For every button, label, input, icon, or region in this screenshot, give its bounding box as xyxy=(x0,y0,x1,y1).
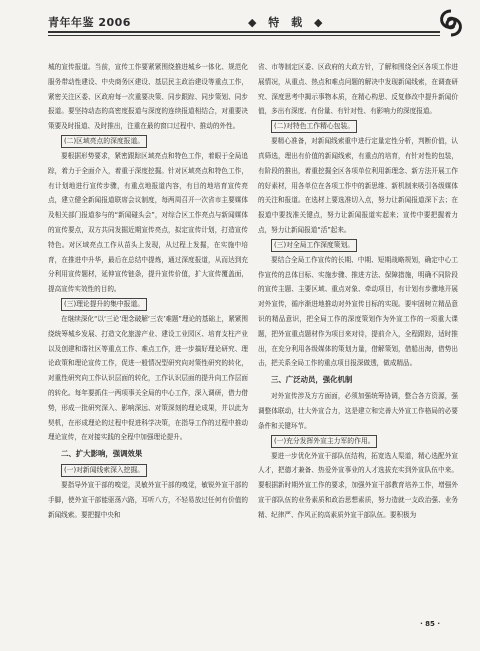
left-column xyxy=(48,60,248,523)
section-heading: 三、广泛动员，强化机制 xyxy=(271,375,353,385)
paragraph: 要精心准备，对新闻线索重中进行定量定性分析，判断价值，认真筛选，理出有价值的新闻线索，有重点的培育，有针对性的包装，有阶段的推出，着重挖掘全区各项单位利用新理念、新方法开展工作的好素材，用各单位在各项工作中的新思维、新机制来吸引各级媒体的关注和报道。在选材上要选准切入点，努力让新闻报道深下去；在报道中要找准关键点，努力让新闻报道实起来；宣传中要把握着力点，努力让新闻报道“活”起来。 xyxy=(258,137,458,234)
paragraph: 要进一步优化外宣干部队伍结构，拓宽选人渠道，精心选配外宣人才，把德才兼备、热爱外宣事业的人才选拔充实到外宣队伍中来。要根据新时期外宣工作的要求，加强外宣干部教育培养工作，增强外宣干部队伍的业务素质和政治思想素质，努力造就一支政治强、业务精、纪律严、作风正的高素质外宣干部队伍。要积极为 xyxy=(258,451,458,519)
journal-title: 青年年鉴 2006 xyxy=(48,16,131,29)
subheading-row xyxy=(258,434,458,449)
paragraph: 要结合全局工作宣传的长期、中期、短期战略规划，确定中心工作宣传的总体目标、实施步骤、推进方法、保障措施，明确不同阶段的宣传主题、主要区域、重点对象、牵动项目，有计划有步骤地开展对外宣传，循序渐进地推动对外宣传目标的实现。要牢固树立精品意识的精品意识，把全局工作的深度策划作为外宣工作的一项重大课题，把外宣重点题材作为项目来对待，提前介入，全程跟踪，适时推出，在充分利用各级媒体的策划力量，借解策划，借船出海，借势出击，把关系全局工作的重点项目报深做透，做成精品。 xyxy=(258,255,458,368)
subheading: (一)对新闻线索深入挖掘。 xyxy=(61,464,147,477)
subheading-row xyxy=(48,463,248,478)
paragraph: 在继续深化“以‘三论’理念破解‘三农’难题”理论的基础上，紧紧围绕统筹城乡发展、打造文化旅游产业、建设工业园区、培育支柱产业以及创建和谐社区等重点工作、难点工作，进一步搞好理论研究、理论政策和理论宣传工作，促进一般情况型研究向对策性研究的转化，对重性研究向工作认识层面的转化，工作认识层面的提升向工作层面的转化。每年要抓住一两项事关全局的中心工作，深入调研，借力借势，形成一批研究深入、影响深远、对策深刻的理论成果，并以此为契机，在形成理论的过程中促进科学决策，在指导工作的过程中推动理论宣传，在对接实践的全程中加强理论提升。 xyxy=(48,314,248,442)
subheading-row xyxy=(258,238,458,253)
subheading: (二)对特色工作精心包装。 xyxy=(271,120,357,133)
right-column xyxy=(258,60,458,523)
section-title: ◆ 特 载 ◆ xyxy=(248,16,327,29)
subheading: (一)充分发挥外宣主力军的作用。 xyxy=(271,435,377,448)
swirl-logo-icon xyxy=(436,8,466,38)
paragraph: 省、市等制定区委、区政府的大政方针，了解和围绕全区各项工作进展情况，从重点、热点和难点问题的解决中发现新闻线索，在调查研究、深度思考中揭示事物本质，在精心构思、反复修改中提升新闻价值，多出有深度、有份量、有针对性、有影响力的深度报道。 xyxy=(258,63,458,116)
section-heading: 二、扩大影响，强调效果 xyxy=(61,449,143,459)
header-rule xyxy=(48,31,440,33)
subheading-row xyxy=(48,297,248,312)
header-rule-thin xyxy=(48,35,440,36)
subheading-row xyxy=(48,134,248,149)
paragraph: 城的宣传报道。当前，宣传工作要紧紧围绕推进城乡一体化、规范化服务带动性建设、中央商务区建设、基层民主政治建设等重点工作，紧密关注区委、区政府每一次重要决策、同步跟踪、同步策划、同步报道。要坚持动态的高密度报道与深度的连续报道相结合，对重要决策要及时报道、及时推出，注重在最的窗口过程中、推动的外性。 xyxy=(48,63,248,131)
paragraph: 要指导外宣干部的嗅觉，灵敏外宣干部的嗅觉，敏锐外宣干部的手脚，使外宣干部能驱荡六路，耳听八方，不轻易放过任何有价值的新闻线索。要把握中央和 xyxy=(48,481,248,519)
subheading: (三)理论提升的集中报道。 xyxy=(61,298,147,311)
page-number: · 85 · xyxy=(420,620,440,628)
paragraph: 要根据形势要求，紧密跟踪区域亮点和特色工作，着眼于全局追踪，着力于全面介入，着重于深度挖掘。针对区域亮点和特色工作，有计划地进行宣传步骤，有重点地报道内容，有目的地培育宣传亮点，建立健全新闻报道联席会议制度，每两周召开一次省市主要媒体及相关部门报道参与的“新闻碰头会”，对综合区工作亮点与新闻媒体的宣传要点，双方共同发掘近期宣传亮点，拟定宣传计划，打造宣传特色。对区域亮点工作从苗头上发现，从过程上发掘，在实施中培育，在推进中升华，最后在总结中提炼，通过深度报道，从而达到充分利用宣传题材，延伸宣传链条，提升宣传价值，扩大宣传覆盖面，提高宣传实效性的目的。 xyxy=(48,151,248,294)
subheading-row xyxy=(258,119,458,134)
paragraph: 对外宣传涉及方方面面，必须加强统筹协调，整合各方资源，强调整体联动，壮大外宣合力，这是建立和完善大外宣工作格局的必要条件和关键环节。 xyxy=(258,392,458,430)
subheading: (三)对全局工作深度策划。 xyxy=(271,239,357,252)
subheading: (二)区域亮点的深度报道。 xyxy=(61,135,147,148)
page-header xyxy=(48,12,466,40)
